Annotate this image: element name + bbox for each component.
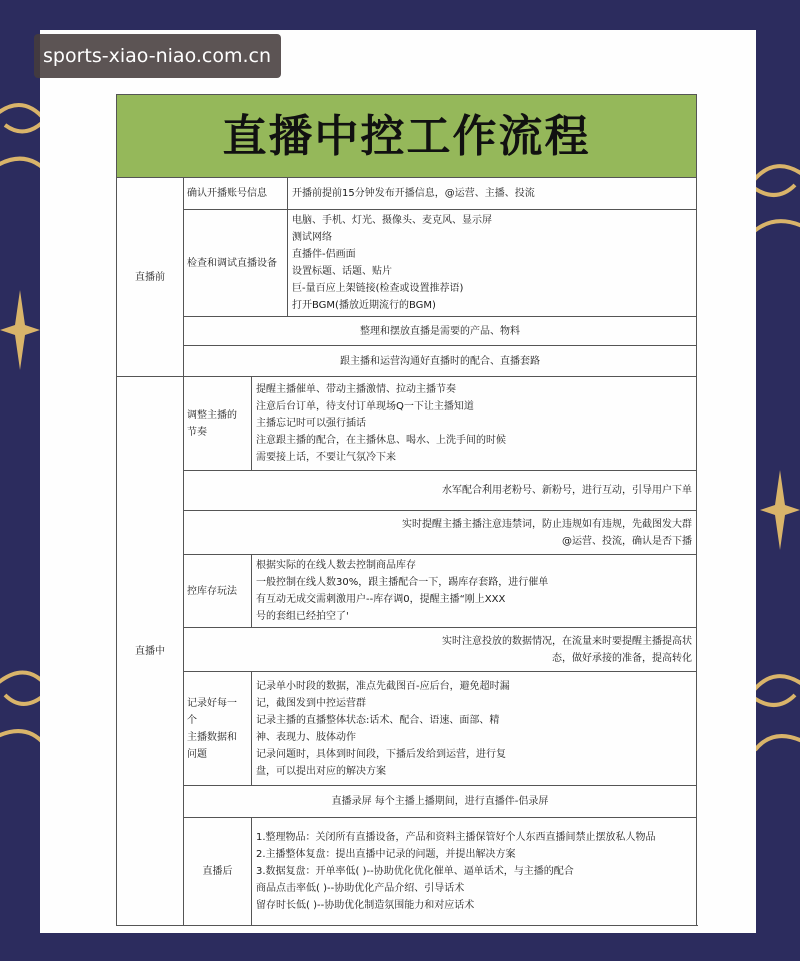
stock-line: 根据实际的在线人数去控制商品库存 bbox=[256, 560, 416, 571]
stage-after-label: 直播后 bbox=[184, 818, 252, 926]
after-line: 留存时长低( )--协助优化制造氛围能力和对应话术 bbox=[256, 900, 475, 911]
workflow-table bbox=[116, 94, 697, 926]
stock-line: 有互动无成交需刺激用户--库存调0，提醒主播“刚上XXX bbox=[256, 594, 506, 605]
watermark-text: sports-xiao-niao.com.cn bbox=[34, 34, 281, 78]
record-line: 盘，可以提出对应的解决方案 bbox=[256, 765, 386, 777]
communicate-row: 跟主播和运营沟通好直播时的配合、直播套路 bbox=[184, 346, 697, 377]
record-line: 神、表现力、肢体动作 bbox=[256, 731, 356, 743]
remind-line: @运营、投流，确认是否下播 bbox=[562, 535, 692, 547]
data-watch-row bbox=[184, 628, 697, 672]
record-line: 记录问题时，具体到时间段，下播后发给到运营，进行复 bbox=[256, 748, 506, 760]
equipment-line: 直播伴-侣画面 bbox=[292, 249, 356, 260]
record-data-detail bbox=[252, 672, 697, 786]
equipment-line: 巨-量百应上架链接(检查或设置推荐语) bbox=[292, 283, 464, 294]
record-label-line: 记录好每一 bbox=[187, 697, 237, 709]
adjust-rhythm-detail bbox=[252, 377, 697, 471]
remind-banned-words-row bbox=[184, 511, 697, 555]
stock-line: 一般控制在线人数30%，跟主播配合一下，踢库存套路，进行催单 bbox=[256, 577, 549, 588]
remind-line: 实时提醒主播主播注意违禁词，防止违规如有违规，先截图发大群 bbox=[402, 518, 692, 530]
after-line: 3.数据复盘：开单率低( )--协助优化优化催单、逼单话术，与主播的配合 bbox=[256, 866, 574, 877]
confirm-account-label: 确认开播账号信息 bbox=[184, 178, 288, 210]
adjust-rhythm-label-line: 节奏 bbox=[187, 426, 207, 438]
record-line: 记录主播的直播整体状态:话术、配合、语速、面部、精 bbox=[256, 714, 500, 726]
record-data-label bbox=[184, 672, 252, 786]
rhythm-line: 提醒主播催单、带动主播激情、拉动主播节奏 bbox=[256, 384, 456, 395]
after-live-detail bbox=[252, 818, 697, 926]
adjust-rhythm-label bbox=[184, 377, 252, 471]
rhythm-line: 注意跟主播的配合，在主播休息、喝水、上洗手间的时候 bbox=[256, 435, 506, 446]
record-label-line: 主播数据和 bbox=[187, 731, 237, 743]
confirm-account-detail: 开播前提前15分钟发布开播信息，@运营、主播、投流 bbox=[288, 178, 697, 210]
equipment-line: 测试网络 bbox=[292, 232, 332, 243]
equipment-line: 设置标题、话题、贴片 bbox=[292, 266, 392, 277]
after-line: 2.主播整体复盘：提出直播中记录的问题，并提出解决方案 bbox=[256, 849, 516, 860]
rhythm-line: 主播忘记时可以强行插话 bbox=[256, 418, 366, 429]
record-line: 记录单小时段的数据，准点先截图百-应后台，避免超时漏 bbox=[256, 680, 510, 692]
check-equipment-detail bbox=[288, 210, 697, 317]
stage-during-label: 直播中 bbox=[117, 377, 184, 926]
workflow-document bbox=[116, 94, 696, 922]
stock-control-detail bbox=[252, 555, 697, 628]
check-equipment-label: 检查和调试直播设备 bbox=[184, 210, 288, 317]
data-watch-line: 实时注意投放的数据情况，在流量来时要提醒主播提高状 bbox=[442, 635, 692, 647]
equipment-line: 打开BGM(播放近期流行的BGM) bbox=[292, 300, 436, 311]
record-label-line: 个 bbox=[187, 714, 197, 726]
adjust-rhythm-label-line: 调整主播的 bbox=[187, 409, 237, 421]
screen-record-row: 直播录屏 每个主播上播期间，进行直播伴-侣录屏 bbox=[184, 786, 697, 818]
water-army-row: 水军配合利用老粉号、新粉号，进行互动，引导用户下单 bbox=[184, 471, 697, 511]
stock-line: 号的套组已经拍空了' bbox=[256, 611, 349, 622]
rhythm-line: 需要接上话，不要让气氛冷下来 bbox=[256, 452, 396, 463]
data-watch-line: 态，做好承接的准备，提高转化 bbox=[552, 652, 692, 664]
record-line: 记，截图发到中控运营群 bbox=[256, 697, 366, 709]
record-label-line: 问题 bbox=[187, 748, 207, 760]
equipment-line: 电脑、手机、灯光、摄像头、麦克风、显示屏 bbox=[292, 215, 492, 226]
stage-before-label: 直播前 bbox=[117, 178, 184, 377]
after-line: 1.整理物品：关闭所有直播设备，产品和资料主播保管好个人东西直播间禁止摆放私人物品 bbox=[256, 832, 656, 843]
arrange-products-row: 整理和摆放直播是需要的产品、物料 bbox=[184, 317, 697, 346]
rhythm-line: 注意后台订单，待支付订单现场Q一下让主播知道 bbox=[256, 401, 474, 412]
after-line: 商品点击率低( )--协助优化产品介绍、引导话术 bbox=[256, 883, 465, 894]
stock-control-label: 控库存玩法 bbox=[184, 555, 252, 628]
page-title: 直播中控工作流程 bbox=[117, 95, 697, 178]
